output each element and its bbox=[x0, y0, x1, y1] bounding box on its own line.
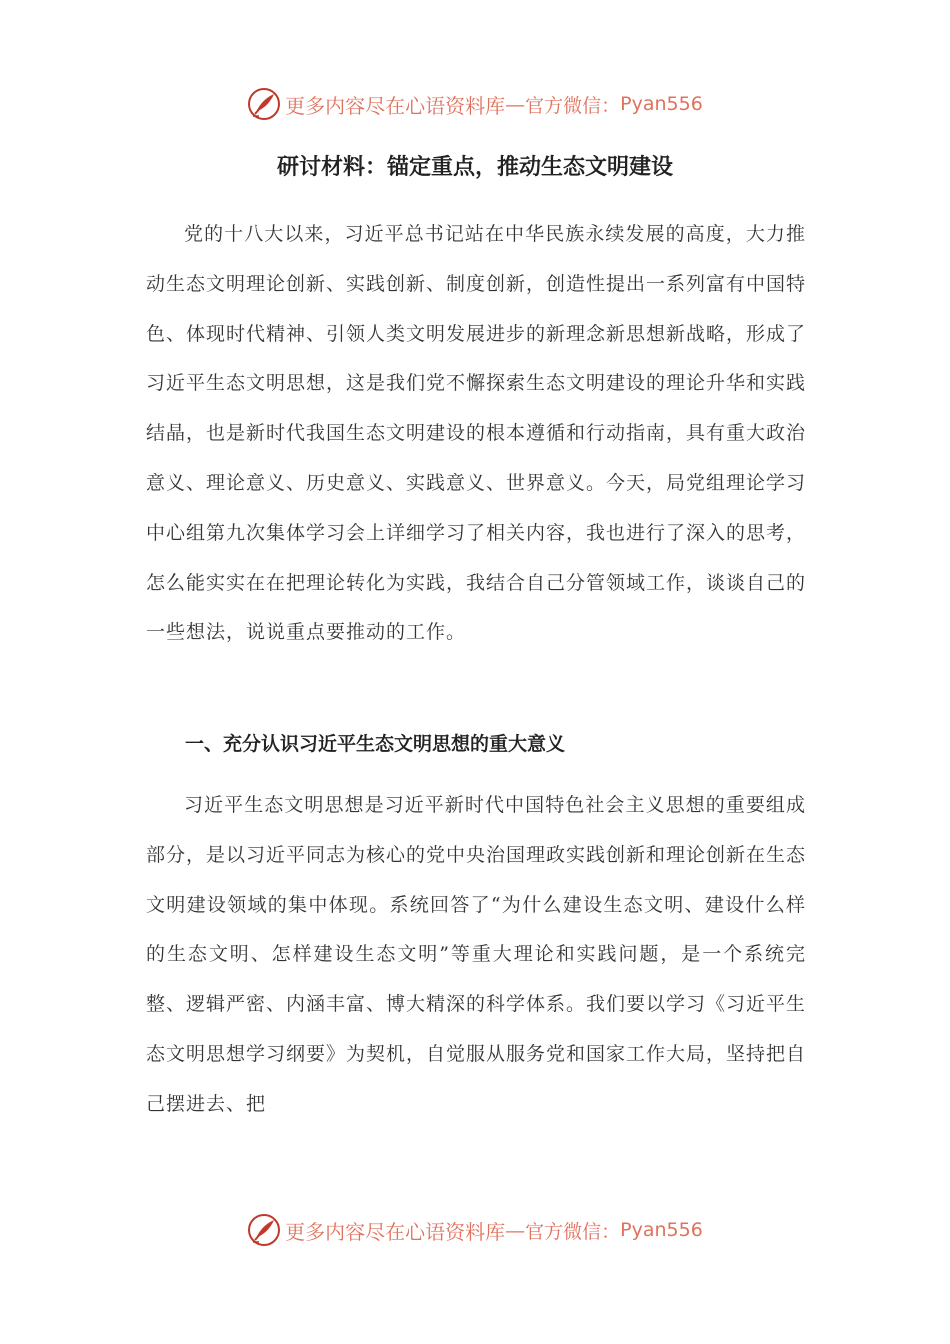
banner-wechat-id: Pyan556 bbox=[620, 93, 703, 115]
document-title: 研讨材料：锚定重点，推动生态文明建设 bbox=[276, 155, 673, 180]
body-paragraph-1: 党的十八大以来，习近平总书记站在中华民族永续发展的高度，大力推动生态文明理论创新、实践创新、制度创新，创造性提出一系列富有中国特色、体现时代精神、引领人类文明发展进步的新理念新思想新战略，形成了习近平生态文明思想，这是我们党不懈探索生态文明建设的理论升华和实践结晶，也是新时代我国生态文明建设的根本遵循和行动指南，具有重大政治意义、理论意义、历史意义、实践意义、世界意义。今天，局党组理论学习中心组第九次集体学习会上详细学习了相关内容，我也进行了深入的思考，怎么能实实在在把理论转化为实践，我结合自己分管领域工作，谈谈自己的一些想法，说说重点要推动的工作。 bbox=[146, 223, 807, 644]
banner-wechat-label: 官方微信： bbox=[525, 1220, 621, 1243]
banner-dash: — bbox=[505, 1218, 526, 1242]
banner-text: 更多内容尽在心语资料库 bbox=[285, 93, 506, 118]
feather-pen-icon bbox=[247, 87, 281, 121]
header-banner bbox=[0, 82, 950, 126]
banner-text: 更多内容尽在心语资料库 bbox=[285, 1219, 506, 1244]
feather-pen-icon bbox=[247, 1213, 281, 1247]
banner-wechat-label: 官方微信： bbox=[525, 94, 621, 117]
banner-wechat-id: Pyan556 bbox=[620, 1219, 703, 1241]
section-heading: 一、充分认识习近平生态文明思想的重大意义 bbox=[185, 733, 566, 755]
body-paragraph-2: 习近平生态文明思想是习近平新时代中国特色社会主义思想的重要组成部分，是以习近平同志为核心的党中央治国理政实践创新和理论创新在生态文明建设领域的集中体现。系统回答了“为什么建设生态文明、建设什么样的生态文明、怎样建设生态文明”等重大理论和实践问题，是一个系统完整、逻辑严密、内涵丰富、博大精深的科学体系。我们要以学习《习近平生态文明思想学习纲要》为契机，自觉服从服务党和国家工作大局，坚持把自己摆进去、把 bbox=[146, 794, 807, 1115]
footer-banner bbox=[0, 1208, 950, 1252]
banner-dash: — bbox=[505, 92, 526, 116]
